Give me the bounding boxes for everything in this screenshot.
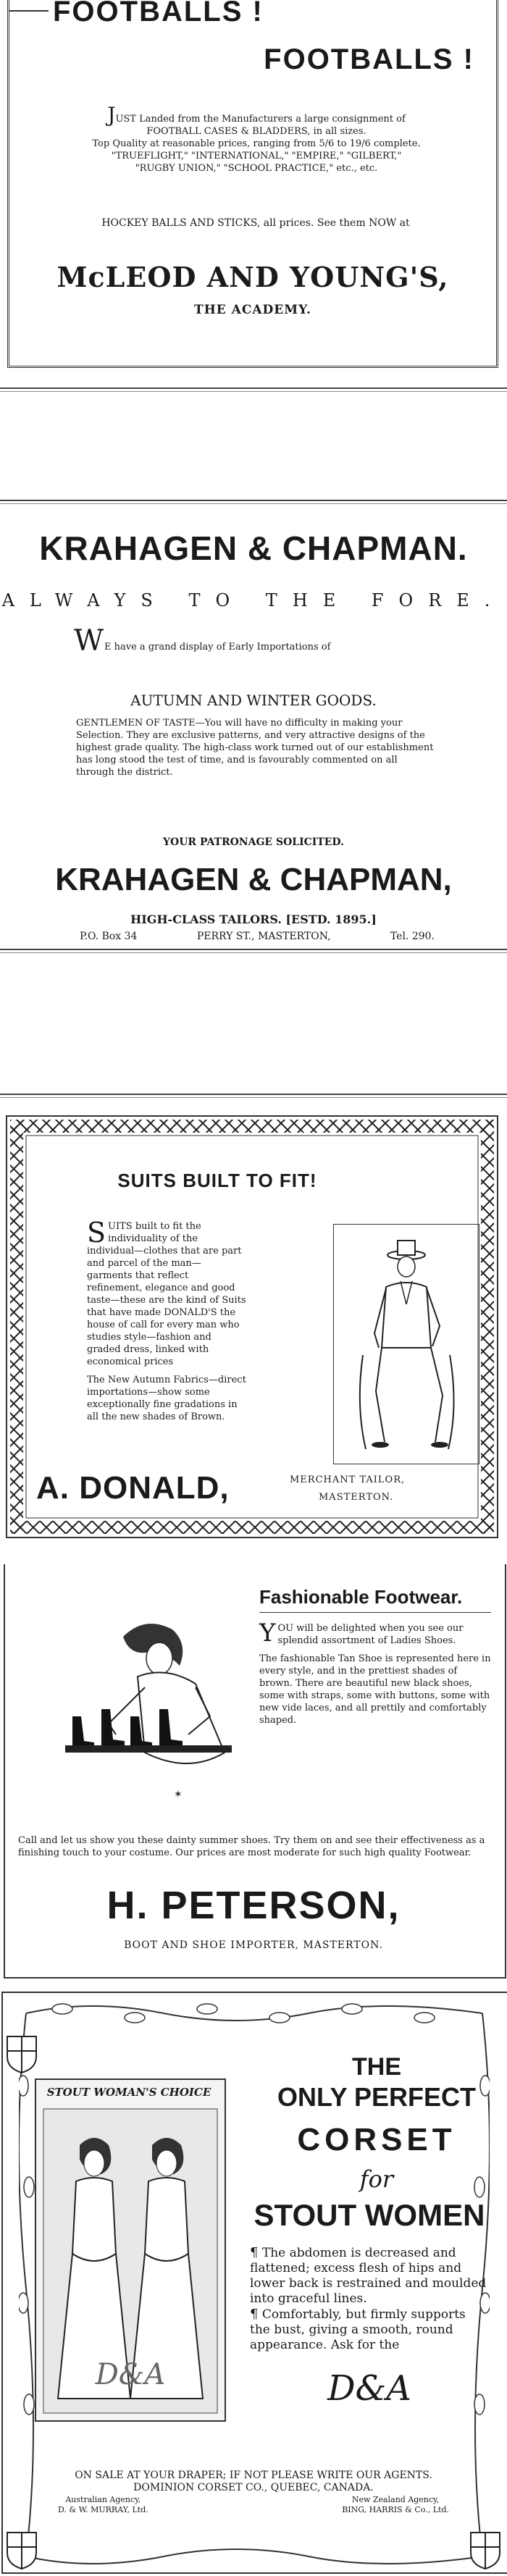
street-address: PERRY ST., MASTERTON, <box>196 931 331 942</box>
patronage-line: YOUR PATRONAGE SOLICITED. <box>163 836 344 848</box>
headline-stout-women: STOUT WOMEN <box>254 2198 485 2232</box>
ad-krahagen-chapman <box>0 507 507 942</box>
headline-for: for <box>359 2165 394 2193</box>
po-box: P.O. Box 34 <box>80 931 138 942</box>
firm-motto: ALWAYS TO THE FORE. <box>1 590 506 611</box>
on-sale-line: ON SALE AT YOUR DRAPER; IF NOT PLEASE WRITE OUR AGENTS. DOMINION CORSET CO., QUEBEC, CANADA. <box>75 2470 432 2493</box>
new-zealand-agency: New Zealand Agency, BING, HARRIS & Co., Ltd. <box>342 2495 449 2514</box>
footwear-copy: YOU will be delighted when you see our splendid assortment of Ladies Shoes. The fashionable Tan Shoe is represented here in every style, and in the prettiest shades of brown. There are beautiful new black shoes, some with straps, some with buttons, some with new vide laces, and all prettily and comfortably shaped. <box>259 1619 491 1726</box>
svg-text:D&A: D&A <box>95 2358 166 2391</box>
telephone: Tel. 290. <box>390 931 435 942</box>
hockey-line: HOCKEY BALLS AND STICKS, all prices. See them NOW at <box>101 217 410 229</box>
headline-the: THE <box>352 2053 401 2081</box>
copy-item-1: ¶ The abdomen is decreased and flattened; excess flesh of hips and lower back is restrained and moulded into graceful lines. <box>250 2245 487 2306</box>
headline-corset: CORSET <box>297 2122 456 2157</box>
body-line-3: Top Quality at reasonable prices, ranging from 5/6 to 19/6 complete. <box>92 138 421 149</box>
intro-text: W E have a grand display of Early Importations of <box>74 624 331 658</box>
corset-illustration <box>35 2078 226 2422</box>
headline-only-perfect: ONLY PERFECT <box>277 2082 477 2112</box>
tailors-line: HIGH-CLASS TAILORS. [ESTD. 1895.] <box>130 912 377 926</box>
gentlemen-paragraph: GENTLEMEN OF TASTE—You will have no difficulty in making your Selection. They are exclusive patterns, and very attractive designs of the highest grade quality. The high-class work turned out of our establishment has long stood the test of time, and is favourably commented on all through the district. <box>76 718 434 778</box>
body-line-4: "TRUEFLIGHT," "INTERNATIONAL," "EMPIRE," "GILBERT," <box>111 151 402 161</box>
seated-man-icon <box>334 1225 479 1464</box>
coat-of-arms-icon <box>6 2035 38 2074</box>
suits-headline: SUITS BUILT TO FIT! <box>117 1170 317 1191</box>
suits-copy: SUITS built to fit the individuality of the individual—clothes that are part and parcel of the man—garments that reflect refinement, elegance and good taste—these are the kind of Suits that have made DONALD'S the house of call for every man who studies style—fashion and graded dress, linked with economical prices The New Autumn Fabrics—direct importations—show some exceptionally fine gradations in all the new shades of Brown. <box>87 1217 246 1422</box>
footballs-body <box>35 103 477 175</box>
lady-with-shoes-illustration <box>43 1608 254 1825</box>
australian-agency: Australian Agency, D. & W. MURRAY, Ltd. <box>58 2495 148 2514</box>
column-rule <box>0 949 507 953</box>
svg-text:✶: ✶ <box>174 1789 183 1800</box>
picture-title: STOUT WOMAN'S CHOICE <box>46 2086 211 2099</box>
ad-donald <box>0 1115 507 1550</box>
lady-shoes-icon <box>43 1608 254 1825</box>
agencies <box>58 2495 449 2515</box>
pilcrow-icon: ¶ <box>250 2245 259 2260</box>
shop-name: H. PETERSON, <box>106 1884 401 1927</box>
ad-corset <box>0 1992 507 2576</box>
tailor-title: MERCHANT TAILOR, MASTERTON. <box>290 1474 406 1503</box>
coat-of-arms-icon <box>469 2531 501 2570</box>
ad-footballs <box>7 0 498 368</box>
ad-peterson <box>0 1564 507 1981</box>
column-rule <box>0 1094 507 1098</box>
firm-name: KRAHAGEN & CHAPMAN. <box>39 529 468 567</box>
headline-rule <box>9 10 49 12</box>
column-rule <box>0 500 507 504</box>
headline-footballs-top: FOOTBALLS ! <box>53 0 264 28</box>
tailor-name: A. DONALD, <box>36 1470 230 1506</box>
brand-signature: D&A <box>327 2368 411 2409</box>
call-paragraph: Call and let us show you these dainty summer shoes. Try them on and see their effectiveness as a finishing touch to your costume. Our prices are most moderate for such high quality Footwear. <box>18 1835 485 1858</box>
two-ladies-icon <box>36 2080 225 2420</box>
shop-description: BOOT AND SHOE IMPORTER, MASTERTON. <box>124 1939 383 1951</box>
contact-line <box>80 931 435 942</box>
pilcrow-icon: ¶ <box>250 2307 259 2322</box>
merchant-name: McLEOD AND YOUNG'S, <box>56 261 449 293</box>
gentleman-illustration <box>333 1224 479 1464</box>
firm-name-footer: KRAHAGEN & CHAPMAN, <box>55 862 452 897</box>
body-line-5: "RUGBY UNION," "SCHOOL PRACTICE," etc., etc. <box>135 163 378 174</box>
goods-heading: AUTUMN AND WINTER GOODS. <box>130 692 377 709</box>
copy-item-2: ¶ Comfortably, but firmly supports the bust, giving a smooth, round appearance. Ask for the <box>250 2307 466 2352</box>
column-rule <box>0 387 507 392</box>
body-line-2: FOOTBALL CASES & BLADDERS, in all sizes. <box>146 126 366 137</box>
headline-underline <box>259 1612 491 1613</box>
merchant-address: THE ACADEMY. <box>194 303 311 317</box>
headline-footballs-second: FOOTBALLS ! <box>264 43 474 75</box>
footwear-headline: Fashionable Footwear. <box>259 1586 463 1608</box>
corset-copy <box>250 2245 489 2353</box>
coat-of-arms-icon <box>6 2531 38 2570</box>
body-line-1: JUST Landed from the Manufacturers a large consignment of <box>107 103 406 127</box>
